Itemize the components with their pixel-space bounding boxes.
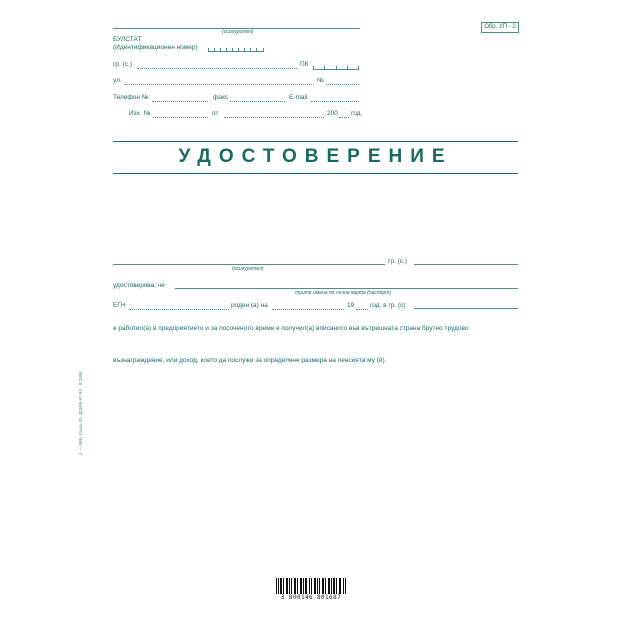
form-code-box: Обр. УП - 2 (481, 22, 519, 33)
barcode-digits: 3 800146 801687 (274, 594, 348, 601)
bulstat-label: БУЛСТАТ (113, 36, 142, 43)
birth-date-field[interactable] (272, 309, 344, 310)
paragraph-line-2: възнаграждение, или доход, което да послужи за определяне размера на пенсията му (й). (113, 357, 387, 364)
egn-label: ЕГН (113, 302, 126, 309)
bulstat-sub-label: (Идентификационен номер) (113, 44, 198, 51)
ref-label: Изх. № (129, 110, 151, 117)
street-label: ул. (113, 77, 122, 84)
born-label: роден (а) на (231, 302, 268, 309)
issuer-caption: (осигурител) (222, 29, 254, 35)
century-prefix: 19 (347, 302, 355, 309)
bulstat-digit-boxes[interactable] (208, 47, 264, 52)
paragraph-line-1: е работил(а) в предприятието и за посоченото време е получил(а) вписаното във вътрешната страна брутно трудово (113, 325, 469, 332)
certifies-label: удостоверява, че (113, 282, 165, 289)
body-city-field[interactable] (414, 264, 518, 265)
fax-field[interactable] (230, 101, 285, 102)
birth-place-field[interactable] (414, 308, 518, 309)
year-suffix: год. (351, 110, 363, 117)
phone-field[interactable] (152, 101, 208, 102)
from-label: от (212, 110, 219, 117)
email-field[interactable] (311, 101, 359, 102)
birth-year-field[interactable] (356, 309, 368, 310)
body-city-label: гр. (с.) (388, 258, 407, 265)
born-place-label: год. в гр. (с) (370, 302, 406, 309)
print-imprint-vertical: 1 — 888, 15ххх-20, ДЗИ/6-97-92 · 8.2006 (78, 371, 83, 455)
names-line[interactable] (175, 288, 518, 289)
number-field[interactable] (326, 84, 359, 85)
employer-line[interactable] (113, 264, 385, 265)
ref-field[interactable] (153, 117, 208, 118)
date-field[interactable] (224, 117, 324, 118)
street-field[interactable] (124, 84, 314, 85)
city-field[interactable] (137, 68, 297, 69)
number-label: № (317, 77, 324, 84)
postal-code-label: ПК (300, 61, 309, 68)
postal-code-boxes[interactable] (313, 65, 359, 70)
title-top-rule (113, 141, 518, 142)
egn-field[interactable] (129, 309, 229, 310)
email-label: E-mail (289, 94, 308, 101)
employer-caption: (осигурител) (232, 266, 264, 272)
fax-label: факс (213, 94, 229, 101)
year-prefix: 200 (327, 110, 338, 117)
document-title: УДОСТОВЕРЕНИЕ (178, 146, 453, 167)
title-bottom-rule (113, 173, 518, 174)
phone-label: Телефон № (113, 94, 149, 101)
names-caption: трите имена по лична карта (паспорт) (295, 290, 391, 296)
city-label: гр. (с.) (113, 61, 132, 68)
year-field[interactable] (339, 117, 349, 118)
